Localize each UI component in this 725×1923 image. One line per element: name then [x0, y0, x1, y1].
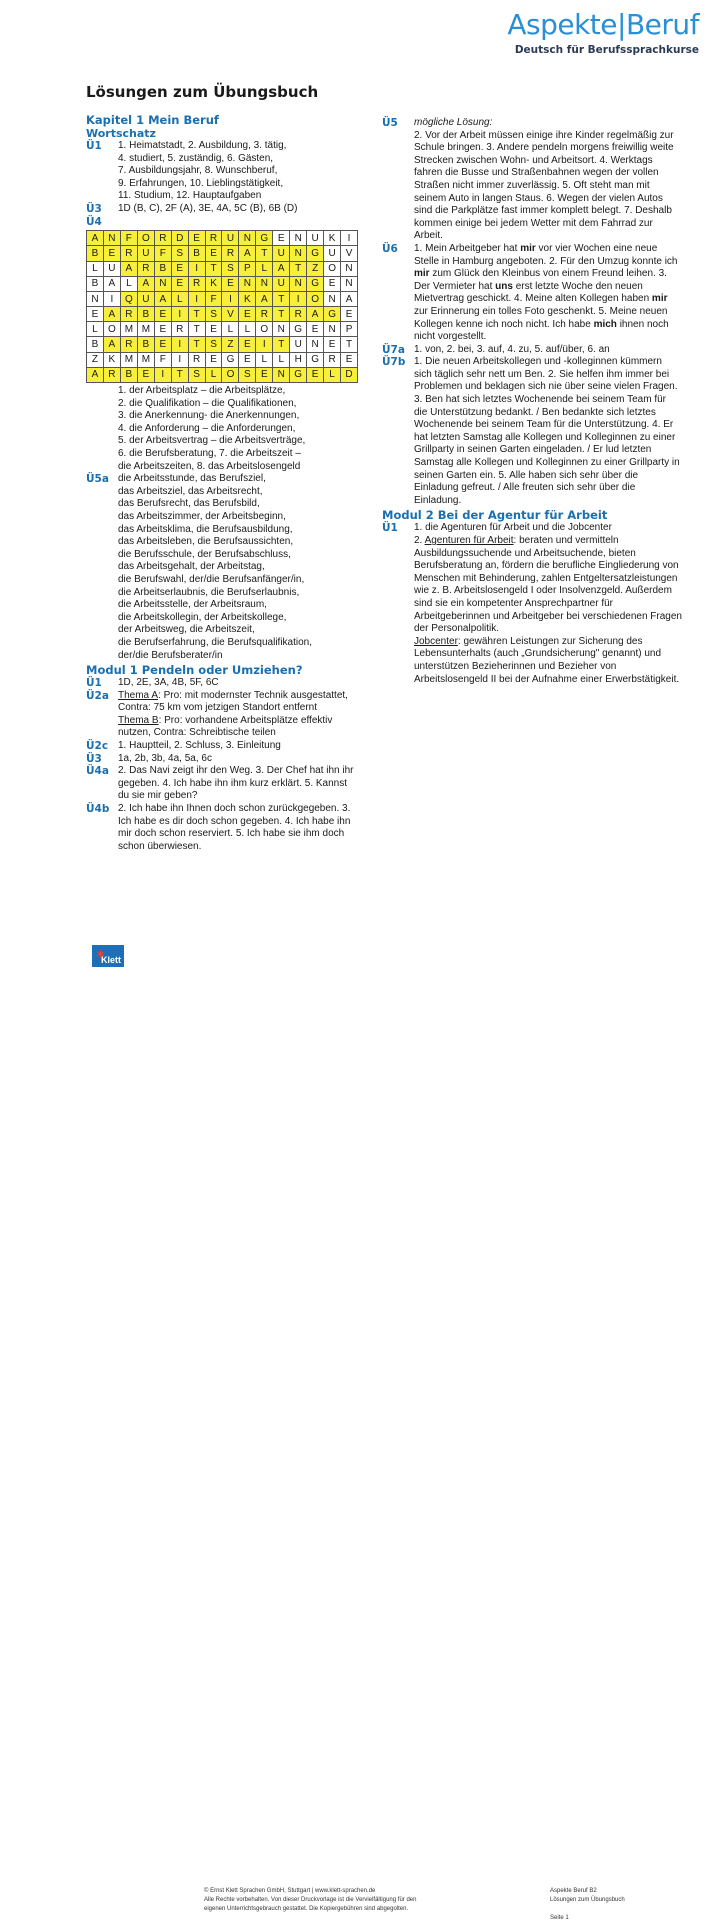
answer-line: 1. Heimatstadt, 2. Ausbildung, 3. tätig, [118, 140, 287, 151]
grid-cell: B [87, 246, 104, 261]
grid-row [87, 367, 358, 382]
answer-line: die Arbeitsstelle, der Arbeitsraum, [118, 599, 267, 611]
grid-cell: N [341, 276, 358, 291]
answer-text: 2. Ich habe ihn Ihnen doch schon zurückgegeben. 3. Ich habe es dir doch schon gegeben. 4. Ich habe ihn mir doch schon reserviert. 5. Ich habe sie ihm doch schon überwiesen. [118, 803, 351, 852]
answer-line: 5. der Arbeitsvertrag – die Arbeitsverträge, [118, 435, 306, 447]
grid-cell: E [273, 231, 290, 246]
klett-mark-icon: ✶ [96, 949, 106, 961]
grid-cell: E [205, 246, 222, 261]
grid-cell: O [103, 322, 120, 337]
exercise-3 [86, 203, 358, 216]
grid-cell: T [290, 261, 307, 276]
grid-cell: L [87, 322, 104, 337]
grid-cell: R [154, 231, 171, 246]
exercise-number: Ü5a [86, 473, 109, 486]
answer-text: 1a, 2b, 3b, 4a, 5a, 6c [118, 752, 212, 764]
grid-cell: E [307, 367, 324, 382]
grid-cell: S [188, 367, 205, 382]
grid-cell: F [154, 352, 171, 367]
grid-cell: T [256, 246, 273, 261]
grid-cell: N [239, 231, 256, 246]
grid-cell: A [307, 307, 324, 322]
answer-line: die Arbeitsstunde, das Berufsziel, [118, 473, 266, 485]
exercise-7b [382, 356, 682, 507]
exercise-5 [382, 117, 682, 243]
section-heading: Wortschatz [86, 127, 156, 140]
answer-line: 6. die Berufsberatung, 7. die Arbeitszeit – [118, 448, 301, 459]
grid-cell: A [87, 231, 104, 246]
m1-exercise-4a [86, 765, 358, 803]
grid-cell: R [103, 367, 120, 382]
grid-cell: U [273, 246, 290, 261]
grid-row [87, 352, 358, 367]
grid-cell: I [222, 291, 239, 306]
grid-cell: T [171, 367, 188, 382]
footer-rights: Alle Rechte vorbehalten. Von dieser Druckvorlage ist die Vervielfältigung für den [204, 1897, 417, 1903]
grid-cell: I [103, 291, 120, 306]
grid-cell: L [222, 322, 239, 337]
grid-cell: O [324, 261, 341, 276]
answer-line: 1. die Agenturen für Arbeit und die Jobcenter [414, 522, 612, 534]
exercise-6 [382, 243, 682, 344]
footer-rights-2: eigenen Unterrichtsgebrauch gestattet. Die Kopiergebühren sind abgegolten. [204, 1906, 409, 1912]
grid-cell: R [205, 231, 222, 246]
grid-cell: O [307, 291, 324, 306]
grid-cell: L [239, 322, 256, 337]
grid-cell: U [307, 231, 324, 246]
answer-line: das Arbeitszimmer, der Arbeitsbeginn, [118, 510, 286, 522]
grid-cell: E [171, 261, 188, 276]
grid-cell: B [120, 367, 137, 382]
grid-cell: G [290, 367, 307, 382]
answer-line: das Arbeitsleben, die Berufsaussichten, [118, 536, 294, 548]
grid-row [87, 322, 358, 337]
answer-text: 1D (B, C), 2F (A), 3E, 4A, 5C (B), 6B (D) [118, 202, 298, 214]
grid-cell: A [256, 291, 273, 306]
grid-cell: T [341, 337, 358, 352]
text-part: erst letzte Woche den neuen Mietvertrag geschickt. 4. Meine alten Kollegen haben [414, 280, 652, 305]
answer-line: das Arbeitsgehalt, der Arbeitstag, [118, 561, 265, 573]
chapter-heading: Kapitel 1 Mein Beruf [86, 113, 219, 127]
footer-book: Aspekte Beruf B2 [550, 1888, 597, 1894]
answer-text: 1D, 2E, 3A, 4B, 5F, 6C [118, 677, 219, 689]
footer-doc: Lösungen zum Übungsbuch [550, 1897, 625, 1903]
answer-text [414, 243, 682, 344]
m1-exercise-2c [86, 740, 358, 753]
grid-cell: L [273, 352, 290, 367]
grid-cell: Z [222, 337, 239, 352]
exercise-number: Ü2c [86, 740, 109, 753]
grid-cell: U [103, 261, 120, 276]
grid-cell: R [324, 352, 341, 367]
grid-cell: L [324, 367, 341, 382]
grid-cell: N [273, 367, 290, 382]
thema-a [118, 690, 358, 715]
grid-cell: I [188, 291, 205, 306]
bold-word: mir [520, 242, 536, 254]
thema-a-text: : Pro: mit modernster Technik ausgestattet, Contra: 75 km vom jetzigen Standort entfernt [118, 689, 348, 714]
footer-page: Seite 1 [550, 1915, 569, 1921]
grid-cell: T [273, 291, 290, 306]
answer-text: 1. von, 2. bei, 3. auf, 4. zu, 5. auf/über, 6. an [414, 343, 610, 355]
grid-cell: E [137, 367, 154, 382]
grid-cell: L [205, 367, 222, 382]
grid-cell: U [222, 231, 239, 246]
answer-line: 4. die Anforderung – die Anforderungen, [118, 422, 296, 434]
grid-cell: T [188, 337, 205, 352]
grid-cell: S [205, 307, 222, 322]
grid-cell: E [324, 276, 341, 291]
exercise-4-answers [86, 385, 358, 473]
grid-row [87, 261, 358, 276]
grid-cell: I [256, 337, 273, 352]
grid-cell: N [103, 231, 120, 246]
exercise-number: Ü4 [86, 215, 102, 228]
answer-line [414, 535, 682, 636]
grid-cell: M [120, 352, 137, 367]
grid-cell: N [256, 276, 273, 291]
grid-cell: E [256, 367, 273, 382]
grid-cell: A [87, 367, 104, 382]
grid-cell: V [222, 307, 239, 322]
grid-cell: Z [307, 261, 324, 276]
brand-subtitle: Deutsch für Berufssprachkurse [514, 44, 699, 56]
grid-cell: E [239, 337, 256, 352]
grid-cell: B [154, 261, 171, 276]
grid-cell: R [256, 307, 273, 322]
answer-line: die Berufswahl, der/die Berufsanfänger/in, [118, 573, 305, 585]
grid-cell: G [307, 276, 324, 291]
text-part: zum Glück den Kleinbus von einem Freund leihen. 3. Der Vermieter hat [414, 268, 667, 292]
grid-cell: N [87, 291, 104, 306]
m1-exercise-3 [86, 753, 358, 766]
grid-cell: I [154, 367, 171, 382]
grid-cell: E [239, 352, 256, 367]
grid-cell: E [341, 352, 358, 367]
grid-cell: A [341, 291, 358, 306]
bold-word: mir [414, 268, 430, 280]
grid-cell: I [171, 337, 188, 352]
m1-exercise-1 [86, 677, 358, 690]
thema-a-label: Thema A [118, 689, 159, 701]
grid-cell: O [137, 231, 154, 246]
grid-cell: U [324, 246, 341, 261]
grid-cell: R [188, 352, 205, 367]
grid-cell: L [120, 276, 137, 291]
grid-cell: U [137, 246, 154, 261]
grid-cell: A [239, 246, 256, 261]
grid-cell: G [307, 352, 324, 367]
grid-cell: B [87, 337, 104, 352]
grid-cell: F [205, 291, 222, 306]
grid-cell: I [171, 307, 188, 322]
grid-cell: N [290, 246, 307, 261]
answer-line: 9. Erfahrungen, 10. Lieblingstätigkeit, [118, 177, 284, 189]
grid-cell: N [290, 276, 307, 291]
grid-cell: E [239, 307, 256, 322]
exercise-number: Ü6 [382, 242, 398, 255]
grid-cell: I [188, 261, 205, 276]
brand-logo: Aspekte|Beruf [507, 8, 699, 41]
grid-cell: M [137, 352, 154, 367]
grid-cell: K [324, 231, 341, 246]
grid-cell: R [188, 276, 205, 291]
answer-text: 1. Hauptteil, 2. Schluss, 3. Einleitung [118, 740, 281, 752]
jobcenter-label: Jobcenter [414, 635, 458, 647]
grid-cell: F [120, 231, 137, 246]
grid-cell: A [273, 261, 290, 276]
grid-cell: B [137, 337, 154, 352]
grid-row [87, 246, 358, 261]
grid-cell: B [87, 276, 104, 291]
grid-cell: E [154, 307, 171, 322]
grid-cell: S [239, 367, 256, 382]
grid-cell: A [103, 307, 120, 322]
klett-logo-text: Klett [101, 955, 121, 965]
bold-word: mich [593, 318, 617, 330]
bold-word: uns [495, 280, 513, 292]
text-part: vor vier Wochen eine neue Stelle in Hamburg angeboten. 2. Für den Umzug konnte ich [414, 242, 678, 267]
left-column [86, 112, 358, 853]
text-part: ihnen noch nicht vorgestellt. [414, 318, 669, 343]
answer-line: die Berufserfahrung, die Berufsqualifikation, [118, 636, 313, 648]
grid-cell: E [188, 231, 205, 246]
footer-copyright: © Ernst Klett Sprachen GmbH, Stuttgart | www.klett-sprachen.de [204, 1888, 376, 1894]
grid-cell: V [341, 246, 358, 261]
grid-cell: D [171, 231, 188, 246]
grid-cell: E [171, 276, 188, 291]
exercise-number: Ü1 [382, 522, 398, 535]
grid-cell: S [171, 246, 188, 261]
grid-cell: N [239, 276, 256, 291]
grid-cell: G [324, 307, 341, 322]
agentur-label: Agenturen für Arbeit [424, 535, 514, 546]
grid-cell: E [222, 276, 239, 291]
grid-cell: I [290, 291, 307, 306]
grid-row [87, 337, 358, 352]
grid-cell: F [154, 246, 171, 261]
answer-line: 11. Studium, 12. Hauptaufgaben [118, 190, 262, 202]
grid-cell: A [137, 276, 154, 291]
thema-b [118, 715, 358, 740]
grid-cell: A [120, 261, 137, 276]
answer-text: 2. Vor der Arbeit müssen einige ihre Kinder regelmäßig zur Schule bringen. 3. Andere pendeln morgens freiwillig weite Strecken zwischen Wohn- und Arbeitsort. 4. Werktags fahren die Busse und Straßenbahnen wegen der vollen Straßen nicht immer zuverlässig. 5. Oft steht man mit seinem Auto in langen Staus. 6. Wegen der vielen Autos sind die Parkplätze fast immer komplett belegt. 7. Deshalb kommen einige bei jedem Wetter mit dem Fahrrad zur Arbeit. [414, 129, 674, 242]
grid-cell: L [171, 291, 188, 306]
grid-cell: N [154, 276, 171, 291]
grid-cell: E [154, 337, 171, 352]
grid-cell: M [120, 322, 137, 337]
thema-b-text: : Pro: vorhandene Arbeitsplätze effektiv nutzen, Contra: Schreibtische teilen [118, 714, 333, 739]
grid-cell: Z [87, 352, 104, 367]
grid-cell: B [137, 307, 154, 322]
grid-cell: O [222, 367, 239, 382]
grid-cell: G [290, 322, 307, 337]
grid-cell: K [103, 352, 120, 367]
grid-cell: R [120, 307, 137, 322]
grid-cell: E [87, 307, 104, 322]
page-title: Lösungen zum Übungsbuch [86, 83, 319, 101]
answer-text: 2. Das Navi zeigt ihr den Weg. 3. Der Chef hat ihn ihr gegeben. 4. Ich habe ihn ihm kurz erklärt. 5. Kannst du sie mir geben? [118, 765, 354, 802]
answer-line: die Arbeitszeiten, 8. das Arbeitslosengeld [118, 460, 301, 472]
grid-cell: R [120, 246, 137, 261]
grid-cell: N [341, 261, 358, 276]
grid-cell: R [222, 246, 239, 261]
grid-cell: G [307, 246, 324, 261]
exercise-4 [86, 216, 358, 229]
grid-cell: L [256, 352, 273, 367]
grid-row [87, 307, 358, 322]
exercise-number: Ü1 [86, 140, 102, 152]
grid-cell: N [290, 231, 307, 246]
right-column [382, 117, 682, 686]
module-1-heading: Modul 1 Pendeln oder Umziehen? [86, 663, 303, 678]
m1-exercise-2a [86, 690, 358, 740]
exercise-number: Ü2a [86, 689, 109, 702]
answer-line: 4. studiert, 5. zuständig, 6. Gästen, [118, 152, 274, 164]
answer-line: 3. die Anerkennung- die Anerkennungen, [118, 410, 300, 422]
grid-cell: I [341, 231, 358, 246]
answer-text: 1. Die neuen Arbeitskollegen und -kolleginnen kümmern sich täglich sehr nett um Ben. 2. Sie helfen ihm immer bei Problemen und beklagen sich nie über seine vielen Fragen. 3. Ben hat sich letztes Wochenende bei seinem Team für die Unterstützung bedankt. / Ben bedankte sich letztes Wochenende bei seinem Team für die Unterstützung. 4. Er hat letzten Samstag alle Kollegen und Kolleginnen zu einer Grillparty in seinen Garten eingeladen. / Er lud letzten Samstag alle Kollegen und Kolleginnen zu einer Grillparty in seinen Garten ein. 5. Alle haben sich sehr über die Einladung gefreut. / Alle freuten sich sehr über die Einladung. [414, 356, 680, 506]
answer-line: die Arbeitskollegin, der Arbeitskollege, [118, 611, 287, 623]
text-part: 1. Mein Arbeitgeber hat [414, 242, 521, 254]
exercise-number: Ü4a [86, 765, 109, 778]
grid-row [87, 276, 358, 291]
grid-cell: E [154, 322, 171, 337]
grid-cell: R [120, 337, 137, 352]
grid-cell: T [188, 322, 205, 337]
brand [507, 10, 699, 56]
grid-cell: O [256, 322, 273, 337]
grid-cell: R [290, 307, 307, 322]
text-part: 2. [414, 535, 425, 546]
answer-line: 1. der Arbeitsplatz – die Arbeitsplätze, [118, 385, 286, 397]
answer-line: die Berufsschule, der Berufsabschluss, [118, 548, 291, 560]
grid-cell: G [256, 231, 273, 246]
grid-cell: N [324, 291, 341, 306]
grid-cell: R [137, 261, 154, 276]
grid-cell: H [290, 352, 307, 367]
answer-line: der Arbeitsweg, die Arbeitszeit, [118, 624, 255, 636]
answer-line: das Berufsrecht, das Berufsbild, [118, 498, 260, 510]
answer-line: 7. Ausbildungsjahr, 8. Wunschberuf, [118, 165, 278, 177]
m1-exercise-4b [86, 803, 358, 853]
grid-cell: E [341, 307, 358, 322]
answer-line: das Arbeitsklima, die Berufsausbildung, [118, 523, 293, 535]
answer-line: der/die Berufsberater/in [118, 649, 223, 661]
grid-cell: P [239, 261, 256, 276]
grid-cell: T [188, 307, 205, 322]
exercise-number: Ü7b [382, 356, 406, 369]
grid-cell: D [341, 367, 358, 382]
grid-cell: U [137, 291, 154, 306]
grid-cell: E [205, 322, 222, 337]
text-part: : beraten und vermitteln Ausbildungssuchende und Arbeitsuchende, bieten Berufsberatung an, fördern die berufliche Eingliederung von Menschen mit Behinderung, zahlen Entgeltersatzleistungen wie z. B. Arbeitslosengeld I oder Insolvenzgeld. Außerdem sind sie ein kompetenter Ansprechpartner für Arbeitgeberinnen und Arbeitgeber bei verschiedenen Fragen der Personalpolitik. [414, 535, 682, 635]
klett-logo [92, 945, 124, 967]
m2-exercise-1 [382, 522, 682, 686]
exercise-number: Ü1 [86, 677, 102, 690]
answer-line: das Arbeitsziel, das Arbeitsrecht, [118, 485, 263, 497]
grid-cell: M [137, 322, 154, 337]
grid-cell: P [341, 322, 358, 337]
grid-cell: B [188, 246, 205, 261]
grid-cell: N [307, 337, 324, 352]
exercise-number: Ü3 [86, 752, 102, 765]
grid-cell: S [222, 261, 239, 276]
exercise-number: Ü3 [86, 202, 102, 215]
grid-cell: K [239, 291, 256, 306]
grid-cell: K [205, 276, 222, 291]
grid-cell: N [273, 322, 290, 337]
exercise-5a [86, 473, 358, 662]
grid-row [87, 231, 358, 246]
answer-line: 2. die Qualifikation – die Qualifikationen, [118, 397, 297, 409]
grid-cell: I [171, 352, 188, 367]
grid-cell: R [171, 322, 188, 337]
exercise-7a [382, 344, 682, 357]
text-part: : gewähren Leistungen zur Sicherung des Lebensunterhalts (auch „Grundsicherung" genannt) und unterstützen Bezieherinnen und Bezieher von Arbeitslosengeld II bei der Aufnahme einer Erwerbstätigkeit. [414, 635, 680, 685]
grid-cell: T [273, 307, 290, 322]
exercise-number: Ü7a [382, 343, 405, 356]
grid-cell: A [103, 337, 120, 352]
grid-cell: L [256, 261, 273, 276]
exercise-number: Ü4b [86, 803, 110, 816]
grid-row [87, 291, 358, 306]
grid-cell: S [205, 337, 222, 352]
answer-line [414, 636, 682, 686]
thema-b-label: Thema B [118, 714, 159, 726]
word-search-grid [86, 230, 358, 383]
grid-cell: G [222, 352, 239, 367]
answer-line: die Arbeitserlaubnis, die Berufserlaubnis, [118, 586, 300, 598]
grid-cell: E [324, 337, 341, 352]
grid-cell: T [273, 337, 290, 352]
module-2-heading: Modul 2 Bei der Agentur für Arbeit [382, 508, 608, 523]
grid-cell: U [273, 276, 290, 291]
grid-cell: E [205, 352, 222, 367]
exercise-number: Ü5 [382, 117, 398, 129]
grid-cell: E [307, 322, 324, 337]
grid-cell: E [103, 246, 120, 261]
answer-intro: mögliche Lösung: [414, 117, 493, 128]
grid-cell: T [205, 261, 222, 276]
grid-cell: U [290, 337, 307, 352]
grid-cell: N [324, 322, 341, 337]
grid-cell: Q [120, 291, 137, 306]
grid-cell: A [103, 276, 120, 291]
grid-cell: L [87, 261, 104, 276]
exercise-1 [86, 140, 358, 203]
text-part: zur Erinnerung ein tolles Foto geschenkt. 5. Meine neuen Kollegen kenne ich noch nicht. Ich habe [414, 305, 668, 330]
grid-cell: A [154, 291, 171, 306]
bold-word: mir [651, 293, 668, 305]
